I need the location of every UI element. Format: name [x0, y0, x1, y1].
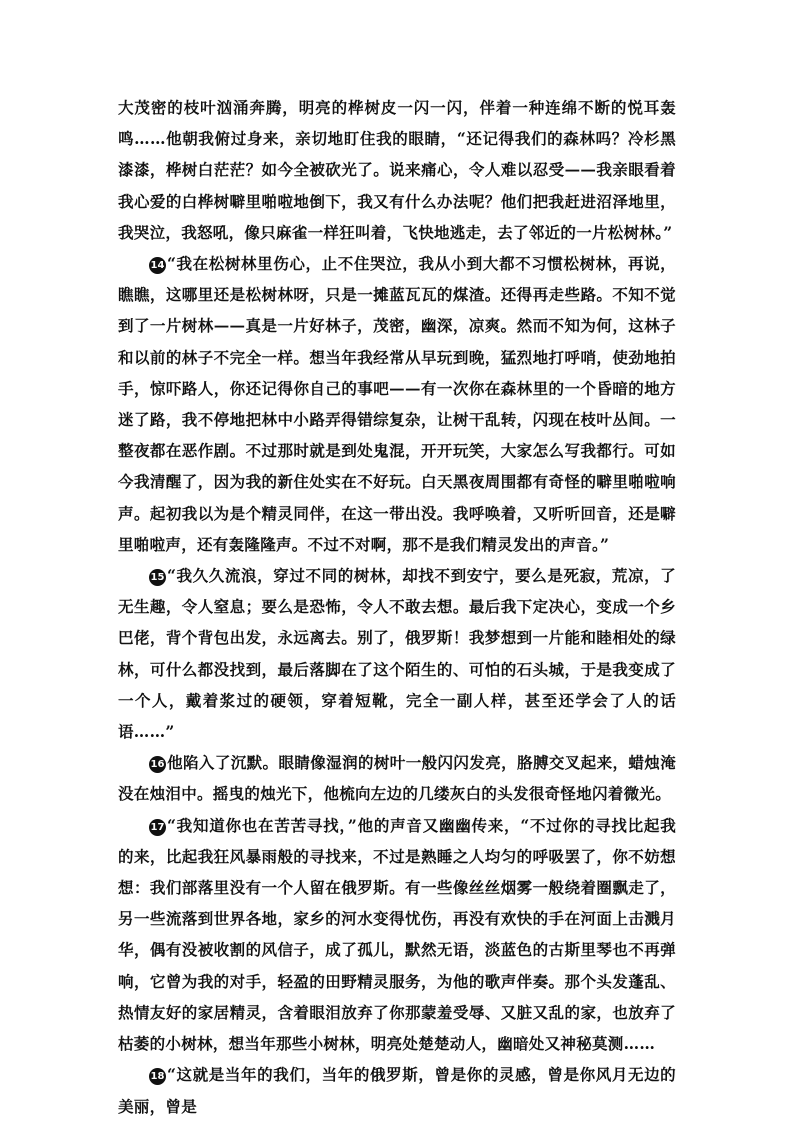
paragraph-text: 大茂密的枝叶汹涌奔腾，明亮的桦树皮一闪一闪，伴着一种连绵不断的悦耳轰鸣……他朝我俯过身来，亲切地盯住我的眼睛，“还记得我们的森林吗？冷杉黑漆漆，桦树白茫茫？如今全被砍光了。说来痛心，令人难以忍受——我亲眼看着我心爱的白桦树噼里啪啦地倒下，我又有什么办法呢？他们把我赶进沼泽地里，我哭泣，我怒吼，像只麻雀一样狂叫着，飞快地逃走，去了邻近的一片松树林。” [118, 98, 676, 242]
paragraph-text: “我在松树林里伤心，止不住哭泣，我从小到大都不习惯松树林，再说，瞧瞧，这哪里还是松树林呀，只是一摊蓝瓦瓦的煤渣。还得再走些路。不知不觉到了一片树林——真是一片好林子，茂密，幽深，凉爽。然而不知为何，这林子和以前的林子不完全一样。想当年我经常从早玩到晚，猛烈地打呼哨，使劲地拍手，惊吓路人，你还记得你自己的事吧——有一次你在森林里的一个昏暗的地方迷了路，我不停地把林中小路弄得错综复杂，让树干乱转，闪现在枝叶丛间。一整夜都在恶作剧。不过那时就是到处鬼混，开开玩笑，大家怎么写我都行。可如今我清醒了，因为我的新住处实在不好玩。白天黑夜周围都有奇怪的噼里啪啦响声。起初我以为是个精灵同伴，在这一带出没。我呼唤着，又听听回音，还是噼里啪啦声，还有轰隆隆声。不过不对啊，那不是我们精灵发出的声音。” [118, 254, 676, 554]
paragraph-text: “我久久流浪，穿过不同的树林，却找不到安宁，要么是死寂，荒凉，了无生趣，令人窒息；要么是恐怖，令人不敢去想。最后我下定决心，变成一个乡巴佬，背个背包出发，永远离去。别了，俄罗斯！我梦想到一片能和睦相处的绿林，可什么都没找到，最后落脚在了这个陌生的、可怕的石头城，于是我变成了一个人，戴着浆过的硬领，穿着短靴，完全一副人样，甚至还学会了人的话语……” [118, 566, 676, 742]
paragraph-number-badge: 17 [149, 819, 166, 836]
paragraph-15 [118, 560, 676, 747]
paragraph-16 [118, 747, 676, 809]
paragraph-text: 他陷入了沉默。眼睛像湿润的树叶一般闪闪发亮，胳膊交叉起来，蜡烛淹没在烛泪中。摇曳的烛光下，他梳向左边的几缕灰白的头发很奇怪地闪着微光。 [118, 753, 676, 804]
paragraph-text: “我知道你也在苦苦寻找，”他的声音又幽幽传来，“不过你的寻找比起我的来，比起我狂风暴雨般的寻找来，不过是熟睡之人均匀的呼吸罢了，你不妨想想：我们部落里没有一个人留在俄罗斯。有一些像丝丝烟雾一般绕着圈飘走了，另一些流落到世界各地，家乡的河水变得忧伤，再没有欢快的手在河面上击溅月华，偶有没被收割的风信子，成了孤儿，默然无语，淡蓝色的古斯里琴也不再弹响，它曾为我的对手，轻盈的田野精灵服务，为他的歌声伴奏。那个头发蓬乱、热情友好的家居精灵，含着眼泪放弃了你那蒙羞受辱、又脏又乱的家，也放弃了枯萎的小树林，想当年那些小树林，明亮处楚楚动人，幽暗处又神秘莫测…… [118, 815, 676, 1054]
paragraph-number-badge: 18 [149, 1068, 166, 1085]
paragraph-number-badge: 16 [149, 756, 166, 773]
paragraph-text: “这就是当年的我们，当年的俄罗斯，曾是你的灵感，曾是你风月无边的美丽，曾是 [118, 1065, 676, 1116]
paragraph-13-continued [118, 92, 676, 248]
paragraph-number-badge: 15 [149, 569, 166, 586]
paragraph-14 [118, 248, 676, 560]
paragraph-17 [118, 810, 676, 1060]
paragraph-number-badge: 14 [149, 257, 166, 274]
paragraph-18 [118, 1059, 676, 1121]
